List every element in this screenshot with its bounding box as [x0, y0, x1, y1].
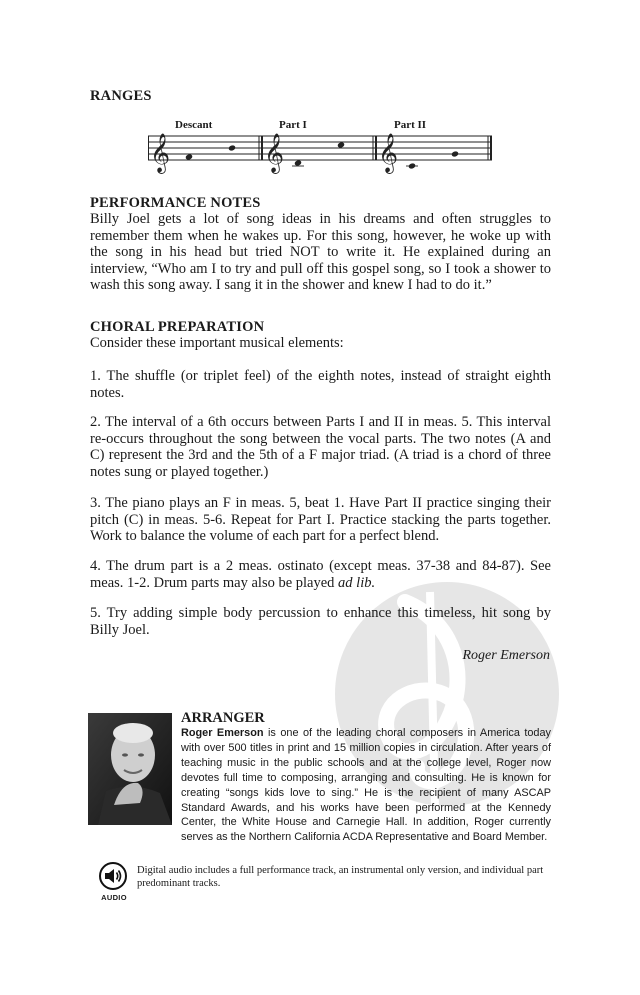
choral-item-1 [90, 368, 551, 401]
choral-item-1-text: 1. The shuffle (or triplet feel) of the eighth notes, instead of straight eighth notes. [90, 368, 551, 401]
choral-item-3 [90, 495, 551, 545]
ranges-staff [148, 113, 498, 178]
staff-notation [148, 113, 498, 178]
choral-intro-text: Consider these important musical elements: [90, 335, 344, 351]
choral-item-4-main: 4. The drum part is a 2 meas. ostinato (except meas. 37-38 and 84-87). See meas. 1-2. Drum parts may also be played [90, 558, 551, 591]
ad-lib-text: ad lib. [338, 574, 376, 591]
ranges-heading: RANGES [90, 88, 152, 104]
svg-text:𝄞: 𝄞 [150, 133, 171, 173]
svg-text:𝄞: 𝄞 [264, 133, 285, 173]
choral-item-2 [90, 414, 551, 480]
choral-item-4 [90, 558, 551, 591]
choral-item-4-text [90, 558, 551, 591]
svg-text:𝄞: 𝄞 [378, 133, 399, 173]
performance-notes-heading: PERFORMANCE NOTES [90, 195, 261, 211]
choral-intro [90, 335, 551, 352]
arranger-bio [181, 726, 551, 845]
descant-label: Descant [175, 119, 213, 131]
choral-item-5-text: 5. Try adding simple body percussion to enhance this timeless, hit song by Billy Joel. [90, 605, 551, 638]
choral-item-5 [90, 605, 551, 638]
audio-label: AUDIO [101, 893, 127, 902]
audio-icon [99, 862, 127, 890]
audio-description: Digital audio includes a full performance track, an instrumental only version, and individual part predominant tracks. [137, 865, 544, 889]
signature: Roger Emerson [462, 648, 550, 663]
performance-paragraph: Billy Joel gets a lot of song ideas in his dreams and often struggles to remember them when he wakes up. For this song, however, he woke up with the song in his head but tried NOT to write it. He explained during an interview, “Who am I to try and pull off this gospel song, so I took a shower to wash this song away. I sang it in the shower and knew I had to do it.” [90, 211, 551, 294]
arranger-name: Roger Emerson [181, 727, 264, 739]
arranger-photo [88, 713, 172, 825]
choral-preparation-heading: CHORAL PREPARATION [90, 319, 265, 335]
arranger-bio-text: is one of the leading choral composers in America today with over 500 titles in print and 15 million copies in circulation. After years of teaching music in the public schools and at the college level, Roger now devotes full time to composing, arranging and consulting. He is known for creating “songs kids love to sing.” He is the recipient of many ASCAP Standard Awards, and his works have been performed at the Kennedy Center, the White House and Carnegie Hall. In addition, Roger currently serves as the Northern California ACDA Representative and Board Member. [181, 727, 551, 844]
part-two-label: Part II [394, 119, 427, 131]
choral-item-3-text: 3. The piano plays an F in meas. 5, beat 1. Have Part II practice singing their pitch (C) in meas. 5-6. Repeat for Part I. Practice stacking the parts together. Work to balance the volume of each part for a perfect blend. [90, 495, 551, 545]
part-one-label: Part I [279, 119, 307, 131]
choral-item-2-text: 2. The interval of a 6th occurs between Parts I and II in meas. 5. This interval re-occurs throughout the song between the vocal parts. The two notes (A and C) represent the 3rd and the 5th of a F major triad. (A triad is a chord of three notes sung or played together.) [90, 414, 551, 480]
performance-notes-text [90, 211, 551, 294]
arranger-heading: ARRANGER [181, 710, 265, 726]
